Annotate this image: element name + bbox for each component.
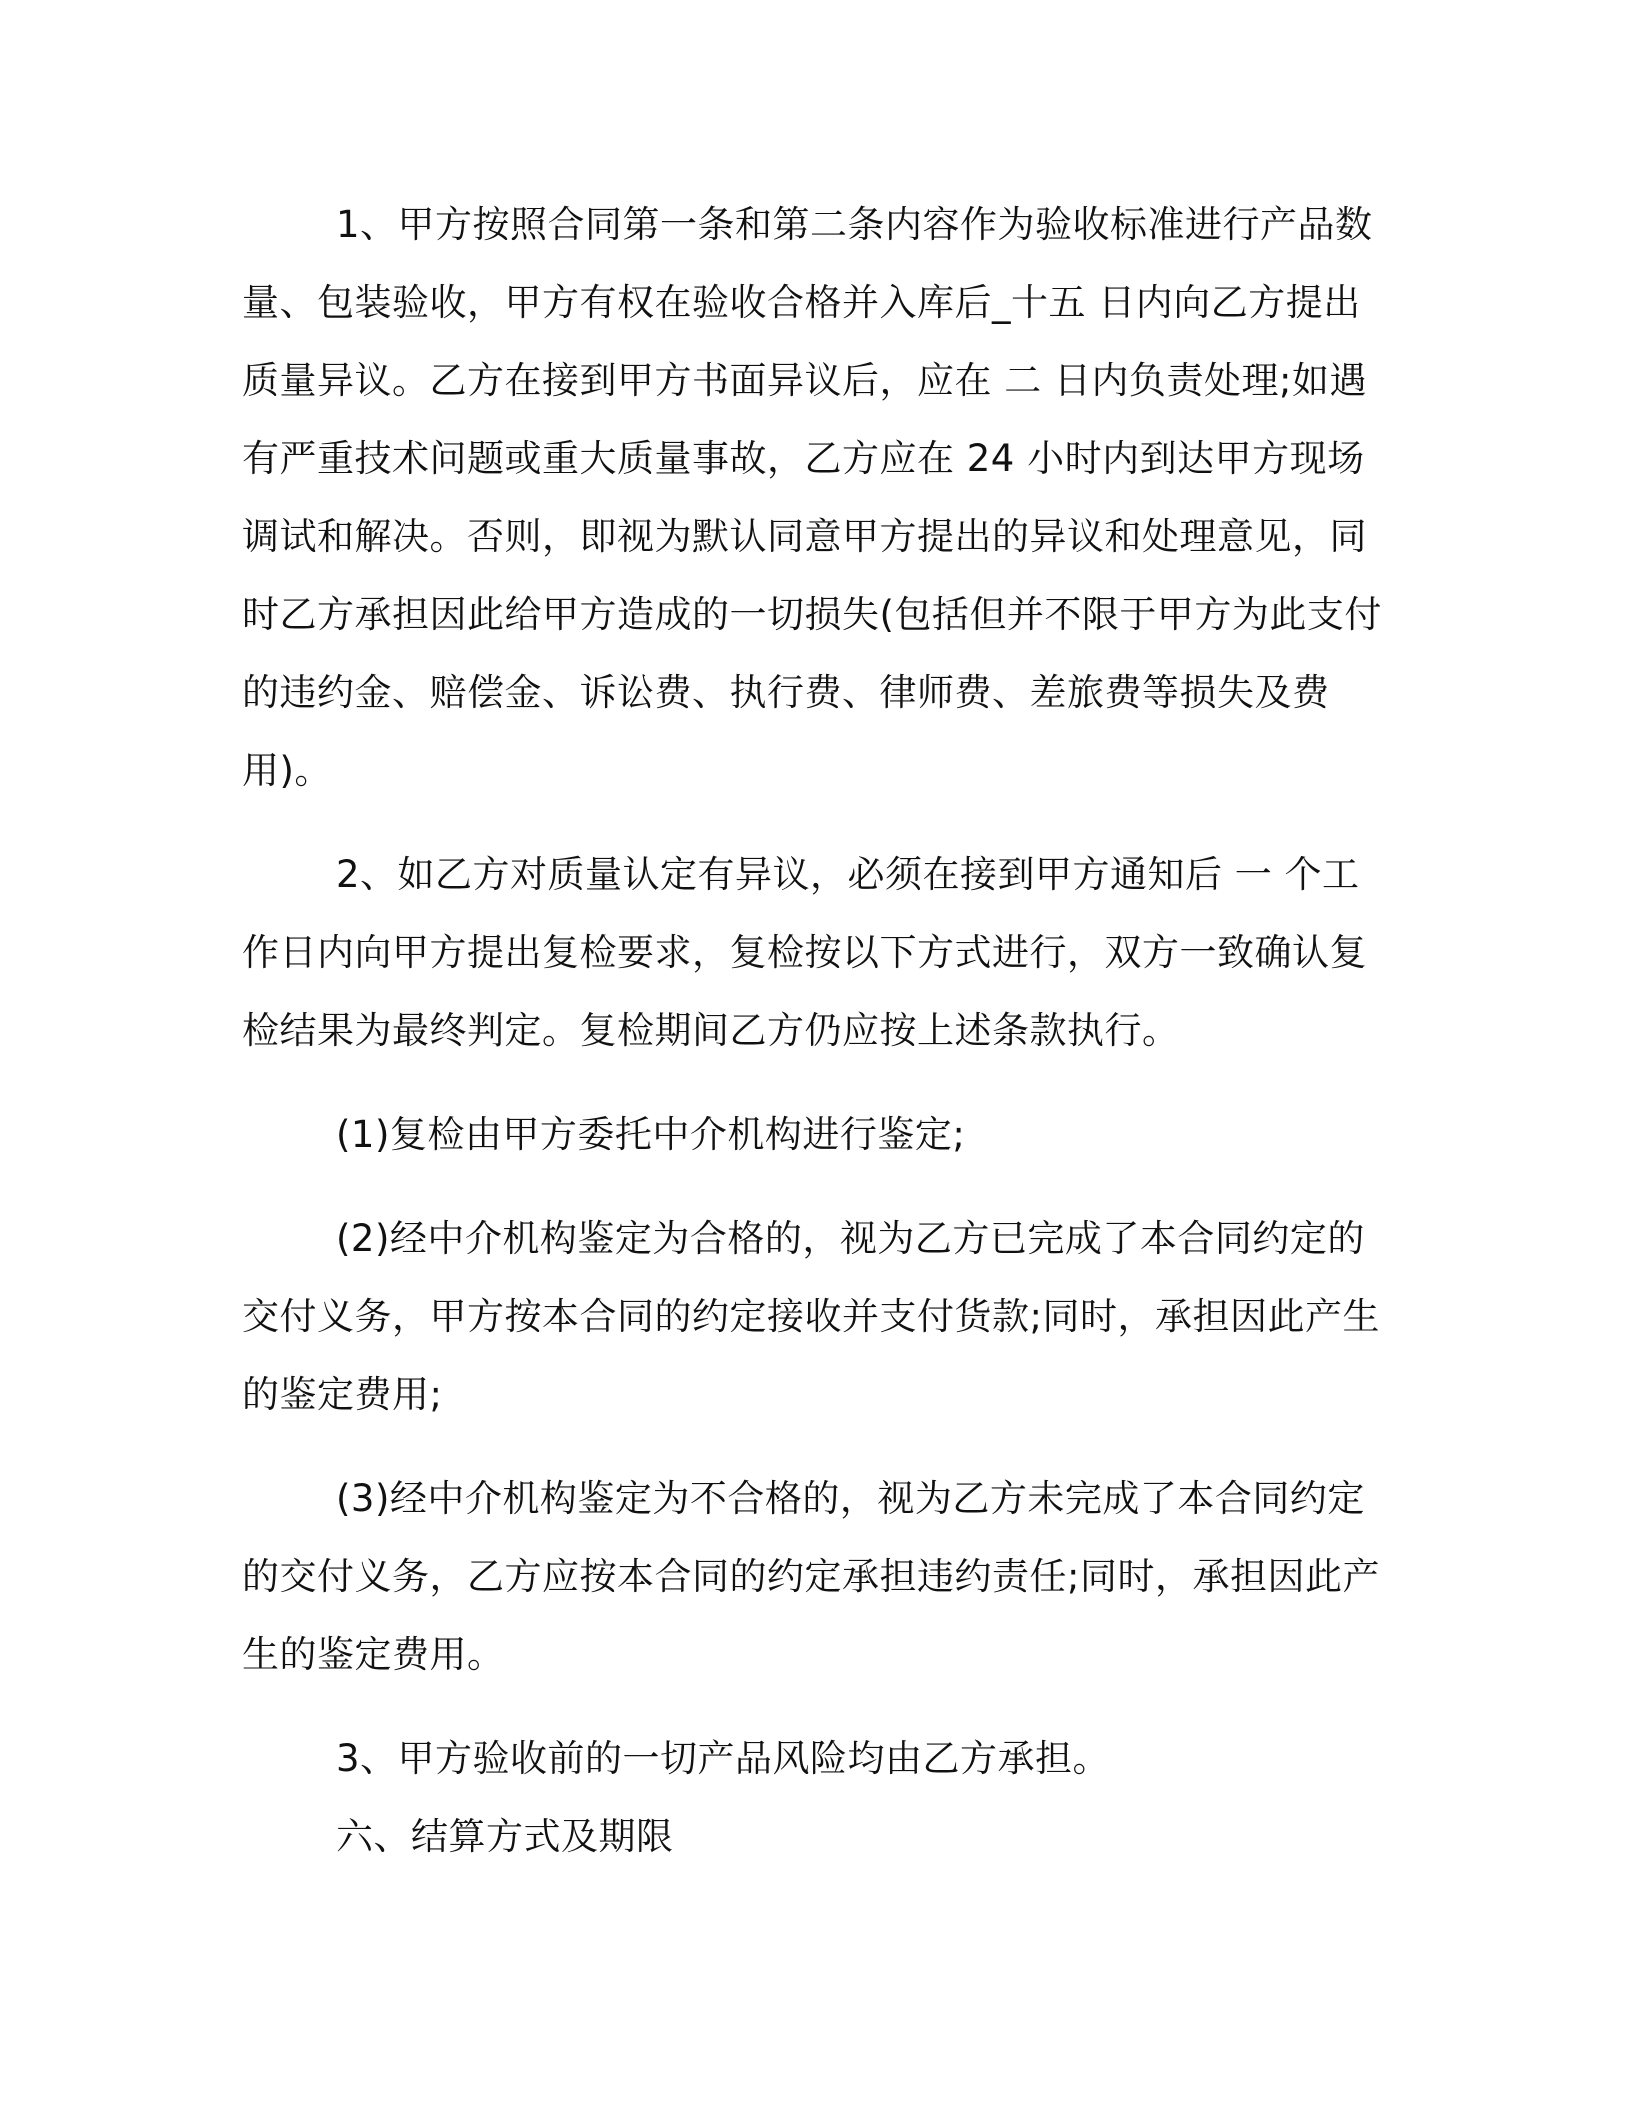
clause-2-item-3: (3)经中介机构鉴定为不合格的，视为乙方未完成了本合同约定的交付义务，乙方应按本合同的约定承担违约责任;同时，承担因此产生的鉴定费用。	[242, 1477, 1380, 1676]
clause-2-item-2: (2)经中介机构鉴定为合格的，视为乙方已完成了本合同约定的交付义务，甲方按本合同的约定接收并支付货款;同时，承担因此产生的鉴定费用;	[242, 1217, 1380, 1416]
document-body	[242, 186, 1392, 1876]
section-heading: 六、结算方式及期限	[336, 1815, 674, 1858]
clause-2-item-1: (1)复检由甲方委托中介机构进行鉴定;	[336, 1113, 966, 1156]
clause-2-paragraph: 2、如乙方对质量认定有异议，必须在接到甲方通知后 一 个工作日内向甲方提出复检要求，复检按以下方式进行，双方一致确认复检结果为最终判定。复检期间乙方仍应按上述条款执行。	[242, 853, 1367, 1052]
clause-3-paragraph: 3、甲方验收前的一切产品风险均由乙方承担。	[336, 1737, 1111, 1780]
clause-1-paragraph: 1、甲方按照合同第一条和第二条内容作为验收标准进行产品数量、包装验收，甲方有权在验收合格并入库后_十五 日内向乙方提出质量异议。乙方在接到甲方书面异议后，应在 二 日内负责处理;如遇有严重技术问题或重大质量事故，乙方应在 24 小时内到达甲方现场调试和解决。否则，即视为默认同意甲方提出的异议和处理意见，同时乙方承担因此给甲方造成的一切损失(包括但并不限于甲方为此支付的违约金、赔偿金、诉讼费、执行费、律师费、差旅费等损失及费用)。	[242, 203, 1382, 792]
